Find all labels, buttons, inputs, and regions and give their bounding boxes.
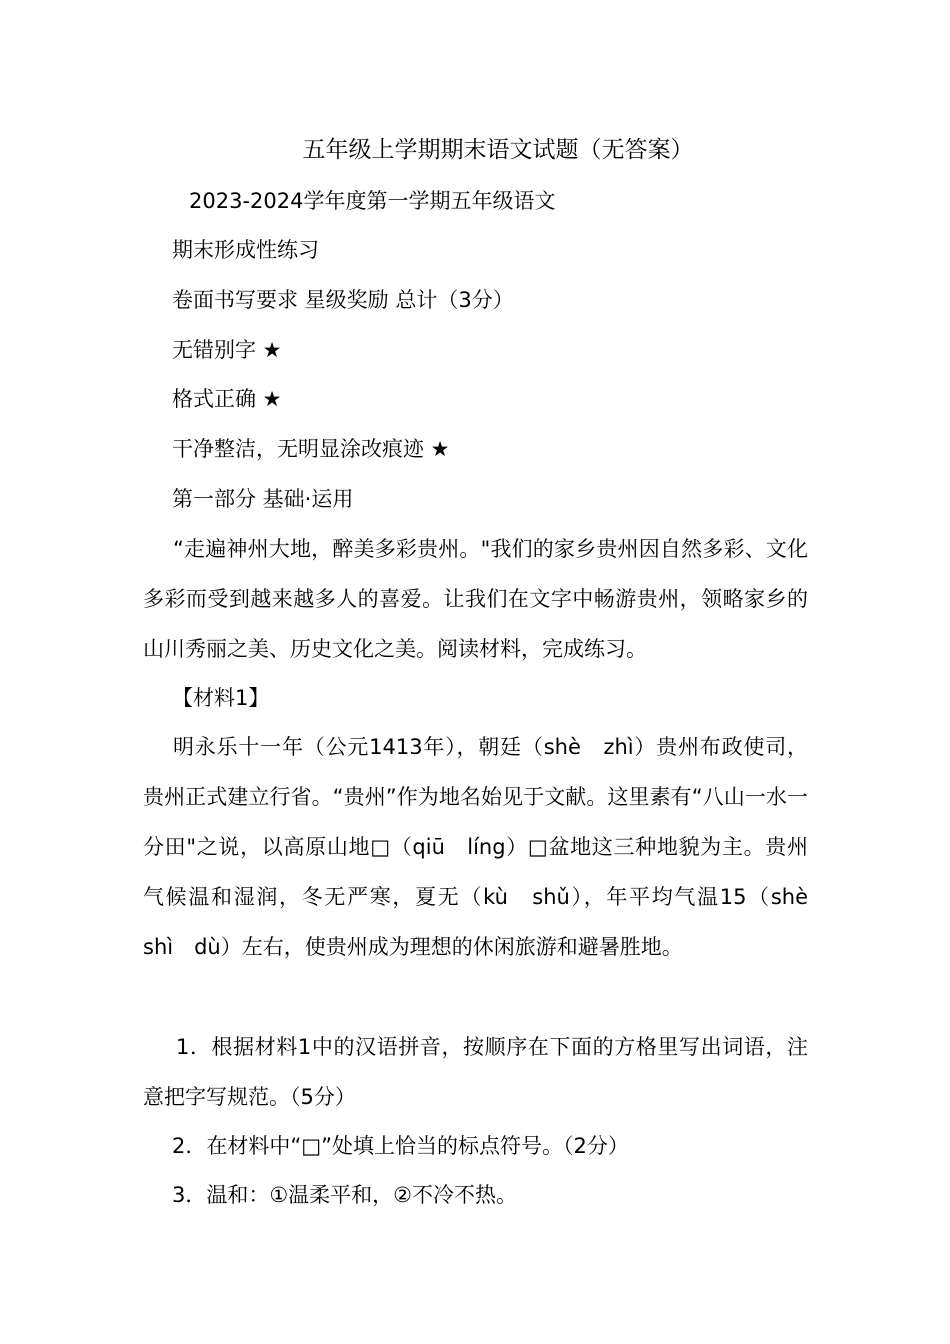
- exam-name: 期末形成性练习: [172, 238, 319, 262]
- material-label: 【材料1】: [172, 686, 270, 710]
- criterion-clean: 干净整洁，无明显涂改痕迹 ★: [172, 437, 450, 461]
- question-1: 1．根据材料1中的汉语拼音，按顺序在下面的方格里写出词语，注意把字写规范。（5分）: [143, 1035, 808, 1109]
- material-paragraph: 明永乐十一年（公元1413年），朝廷（shè zhì）贵州布政使司，贵州正式建立行省。“贵州”作为地名始见于文献。这里素有“八山一水一分田"之说，以高原山地□（qiū líng）□盆地这三种地貌为主。贵州气候温和湿润，冬无严寒，夏无（kù shǔ），年平均气温15（shè shì dù）左右，使贵州成为理想的休闲旅游和避暑胜地。: [143, 735, 829, 959]
- question-3: 3．温和：①温柔平和，②不冷不热。: [172, 1183, 518, 1207]
- criterion-format: 格式正确 ★: [172, 387, 282, 411]
- question-2: 2．在材料中“□”处填上恰当的标点符号。（2分）: [172, 1134, 629, 1158]
- section-heading: 第一部分 基础·运用: [172, 487, 354, 511]
- writing-requirement: 卷面书写要求 星级奖励 总计（3分）: [172, 288, 514, 312]
- document-title: 五年级上学期期末语文试题（无答案）: [302, 137, 694, 163]
- criterion-no-typos: 无错别字 ★: [172, 338, 282, 362]
- intro-paragraph: “走遍神州大地，醉美多彩贵州。"我们的家乡贵州因自然多彩、文化多彩而受到越来越多人的喜爱。让我们在文字中畅游贵州，领略家乡的山川秀丽之美、历史文化之美。阅读材料，完成练习。: [143, 537, 808, 661]
- subtitle: 2023-2024学年度第一学期五年级语文: [189, 189, 556, 213]
